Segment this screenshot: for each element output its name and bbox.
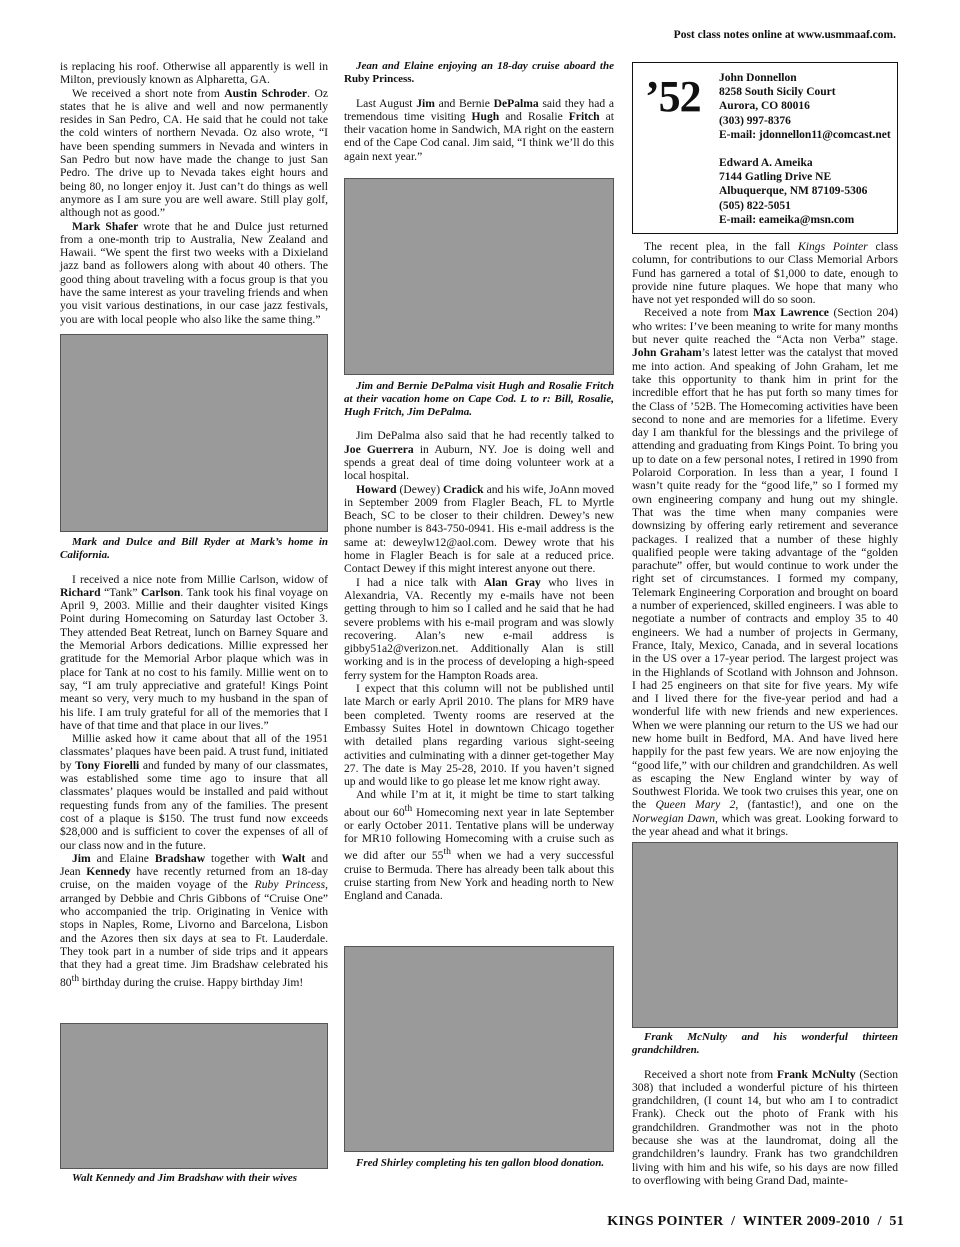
column-2 (344, 60, 614, 163)
photo-fred-shirley (344, 946, 614, 1152)
paragraph: is replacing his roof. Otherwise all apparently is well in Milton, previously known as Alpharetta, GA. (60, 60, 328, 87)
photo-caption: Walt Kennedy and Jim Bradshaw with their wives (72, 1172, 298, 1184)
column-2-lower (344, 380, 614, 903)
photo-caption: Mark and Dulce and Bill Ryder at Mark’s home in California. (60, 536, 328, 561)
paragraph: The recent plea, in the fall Kings Pointer class column, for contributions to our Class Memorial Arbors Fund has garnered a total of $1,000 to date, enough to provide nine future plaques. We hope that many who have not yet responded will do so soon. (632, 240, 898, 307)
paragraph: We received a short note from Austin Schroder. Oz states that he is alive and well and now permanently resides in San Pedro, CA. He said that he could not take the cold winters of northern Nevada. Oz also wrote, “I have been spending summers in Nevada and winters in San Pedro but now have made the change to just San Pedro. The drive up to Nevada takes eight hours and being 80, no longer enjoy it. Just can’t do things as well anymore as I am sure you are well aware. Still play golf, although not as good.” (60, 86, 328, 220)
photo-caption: Fred Shirley completing his ten gallon blood donation. (356, 1157, 605, 1169)
contact-email[interactable]: E-mail: eameika@msn.com (719, 213, 855, 226)
column-3 (632, 240, 898, 838)
contact-city: Aurora, CO 80016 (719, 100, 810, 113)
paragraph: Last August Jim and Bernie DePalma said they had a tremendous time visiting Hugh and Rosalie Fritch at their vacation home in Sandwich, MA right on the eastern end of the Cape Cod canal. Jim said, “I think we’ll do this again next year.” (344, 96, 614, 163)
contact-phone: (505) 822-5051 (719, 199, 791, 212)
paragraph: Howard (Dewey) Cradick and his wife, JoAnn moved in September 2009 from Flagler Beach, FL to Myrtle Beach, SC to be closer to their children. Dewey’s new phone number is 843-750-0941. His e-mail address is the same at: deweylw12@aol.com. Dewey wrote that his home in Flagler Beach is for sale at a reduced price. Contact Dewey if this might interest anyone out there. (344, 482, 614, 576)
contact-address: 7144 Gatling Drive NE (719, 171, 832, 184)
contact-2 (719, 156, 891, 227)
contact-address: 8258 South Sicily Court (719, 86, 836, 99)
photo-kennedy-bradshaw (60, 1023, 328, 1169)
paragraph: Jim and Elaine Bradshaw together with Walt and Jean Kennedy have recently returned from an 18-day cruise, on the maiden voyage of the Ruby Princess, arranged by Debbie and Chris Gibbons of “Cruise One” who accompanied the trip. Originating in Venice with stops in Naples, Rome, Livorno and Barcelona, Lisbon and the Azores then six days at sea to Ft. Lauderdale. They took part in a number of side trips and it appears that they had a great time. Jim Bradshaw celebrated his 80th birthday during the cruise. Happy birthday Jim! (60, 851, 328, 989)
contact-city: Albuquerque, NM 87109-5306 (719, 185, 868, 198)
paragraph: Millie asked how it came about that all of the 1951 classmates’ plaques have been paid. A trust fund, initiated by Tony Fiorelli and funded by many of our classmates, was established some time ago to insure that all classmates’ plaques would be installed and paid without requesting funds from any of the families. The present cost of a plaque is $150. The trust fund now exceeds $28,000 and is sufficient to cover the expenses of all of our class now and in the future. (60, 732, 328, 852)
photo-caption: Frank McNulty and his wonderful thirteen grandchildren. (632, 1031, 898, 1056)
class-year: ’52 (645, 72, 701, 121)
paragraph: Received a short note from Frank McNulty (Section 308) that included a wonderful picture of his thirteen grandchildren, (I count 14, but who am I to contradict Frank). Check out the photo of Frank with his grandchildren. Grandmother was not in the photo because she was at the laundromat, doing all the grandchildren’s laundry. Frank has two grandchildren living with him and his wife, so his days are now filled to overflowing with being Grand Dad, mainte- (632, 1067, 898, 1187)
photo-caption: Jean and Elaine enjoying an 18-day cruise aboard the Ruby Princess. (344, 60, 614, 85)
column-1-caption (60, 1172, 328, 1185)
contact-1 (719, 71, 891, 142)
paragraph: Received a note from Max Lawrence (Section 204) who writes: I’ve been meaning to write for many months but never quite reached the “Acta non Verba” stage. John Graham’s latest letter was the catalyst that moved me into action. And speaking of John Graham, let me take this opportunity to thank him in print for the incredible effort that he has put forth so many times for the Class of ’52B. The Homecoming activities have been second to none and are memories for a lifetime. Every day I am thankful for the blessings and the privilege of attending and graduating from Kings Point. To bring you up to date on a few personal notes, I retired in 1990 from Polaroid Corporation. In less than a year, I found I wasn’t quite ready for the “good life,” so I formed my own engineering company and hung out my shingle. That was the time when many companies were downsizing by offering early retirement and severance packages. I realized that a number of these highly qualified people were taking advantage of the “golden parachute” offer, but would continue to work under the right set of circumstances. I formed my company, Telemark Engineering Corporation and brought on board a number of experienced, skilled engineers. I was able to negotiate a number of contracts and employ 35 to 40 engineers. We had a number of projects in Germany, France, Italy, Mexico, Canada, and in several locations in the US over a 17-year period. The largest project was in the Highlands of Scotland with Johnson and Johnson. I had 25 engineers on that site for five years. My wife and I lived there for the five-year period and had a wonderful life with new friends and new experiences. When we were planning our return to the US we had our new home built in Bedford, MA. And have lived here happily for the past few years. We are now enjoying the “good life,” with our children and grandchildren. As well as escaping the New England winter by way of Southwest Florida. We took two cruises this year, one on the Queen Mary 2, (fantastic!), and one on the Norwegian Dawn, which was great. Looking forward to the year ahead and what it brings. (632, 306, 898, 839)
column-1-lower (60, 536, 328, 989)
contact-email[interactable]: E-mail: jdonnellon11@comcast.net (719, 128, 891, 141)
class-contact-box (632, 62, 898, 234)
photo-mcnulty-grandchildren (632, 842, 898, 1028)
paragraph: Jim DePalma also said that he had recently talked to Joe Guerrera in Auburn, NY. Joe is doing well and spends a great deal of time doing volunteer work at a local hospital. (344, 429, 614, 483)
paragraph: I expect that this column will not be published until late March or early April 2010. The plans for MR9 have been completed. Twenty rooms are reserved at the Embassy Suites Hotel in downtown Chicago together with detailed plans regarding various sight-seeing activities and culminating with a dinner get-together May 27. The date is May 25-28, 2010. If you haven’t signed up and would like to go please let me know right away. (344, 682, 614, 789)
page-footer: KINGS POINTER / WINTER 2009-2010 / 51 (607, 1214, 904, 1229)
paragraph: Mark Shafer wrote that he and Dulce just returned from a one-month trip to Australia, New Zealand and Hawaii. “We spent the first two weeks with a Dixieland jazz band as followers along with about 40 others. The good thing about traveling with a focus group is that you have the same interest as your traveling friends and when you visit various destinations, in our case jazz festivals, you are with local people who also like the same thing.” (60, 219, 329, 326)
photo-mark-dulce-bill (60, 334, 328, 532)
photo-depalma-fritch (344, 178, 614, 375)
paragraph: And while I’m at it, it might be time to start talking about our 60th Homecoming next year in late September or early October 2011. Tentative plans will be underway for MR10 following Homecoming with a cruise such as we did after our 55th when we had a very successful cruise to Bermuda. There has already been talk about this cruise starting from New York and heading north to New England and Canada. (344, 788, 615, 903)
column-3-lower (632, 1031, 898, 1187)
column-2-caption (344, 1157, 614, 1170)
contact-name: John Donnellon (719, 72, 797, 84)
header-note: Post class notes online at www.usmmaaf.com. (673, 29, 896, 41)
class-contacts (719, 71, 891, 241)
contact-name: Edward A. Ameika (719, 157, 813, 170)
column-1 (60, 60, 328, 326)
paragraph: I had a nice talk with Alan Gray who lives in Alexandria, VA. Recently my e-mails have not been getting through to him so I called and he said that he had severe problems with his e-mail program and was slowly recovering. Alan’s new e-mail address is gibby51a2@verizon.net. Additionally Alan is still working and is in the process of developing a high-speed ferry system for the Hampton Roads area. (344, 575, 614, 682)
contact-phone: (303) 997-8376 (719, 114, 791, 127)
paragraph: I received a nice note from Millie Carlson, widow of Richard “Tank” Carlson. Tank took his final voyage on April 9, 2003. Millie and their daughter visited Kings Point during Homecoming on Saturday last October 3. They attended Beat Retreat, lunch on Barney Square and the Memorial Arbors dedications. Millie expressed her gratitude for the Memorial Arbor plaque which was in place for Tank at no cost to his family. Millie went on to say, “I am truly appreciative and grateful! Kings Point meant so very, very much to my husband in the span of his life. I am truly grateful for all of the memories that I have of that time and that place in our lives.” (60, 572, 328, 732)
photo-caption: Jim and Bernie DePalma visit Hugh and Rosalie Fritch at their vacation home on Cape Cod. L to r: Bill, Rosalie, Hugh Fritch, Jim DePalma. (344, 380, 614, 418)
